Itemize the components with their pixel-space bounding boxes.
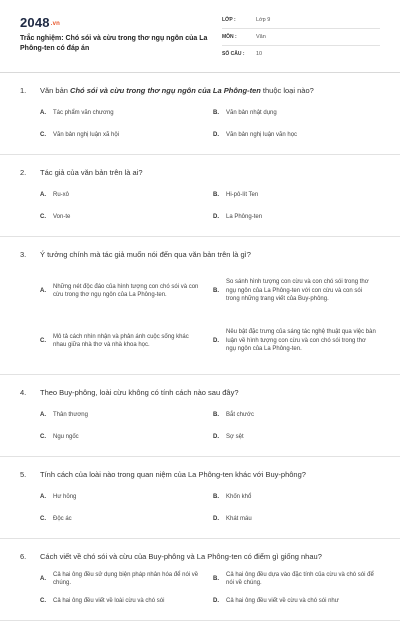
option-text: Khốn khổ <box>226 493 252 500</box>
question-5 <box>0 457 400 539</box>
option-letter: A. <box>40 411 46 418</box>
site-logo[interactable] <box>20 15 60 30</box>
meta-value: 10 <box>256 51 263 57</box>
option-text: Khát máu <box>226 515 252 522</box>
option-text: Ru-xô <box>53 191 70 198</box>
option-a[interactable] <box>40 266 207 316</box>
option-letter: B. <box>213 109 219 116</box>
option-text: Cả hai ông đều sử dụng biện pháp nhân hóa để nói về chúng. <box>53 571 199 586</box>
option-letter: B. <box>213 287 219 294</box>
meta-row-grade <box>222 12 380 29</box>
question-header <box>20 469 380 480</box>
answer-options <box>20 266 380 366</box>
meta-label: LỚP : <box>222 17 236 23</box>
option-letter: C. <box>40 597 46 604</box>
option-text: Văn bản nghị luận văn học <box>226 131 298 138</box>
meta-value: Lớp 9 <box>256 17 271 23</box>
option-text: Cả hai ông đều viết về cừu và chó sói như <box>226 597 339 604</box>
question-number: 2. <box>20 168 27 177</box>
option-d[interactable] <box>213 124 380 146</box>
option-text: Hi-pô-lít Ten <box>226 191 259 198</box>
option-c[interactable] <box>40 590 207 612</box>
option-letter: A. <box>40 575 46 582</box>
answer-options <box>20 404 380 448</box>
question-number: 3. <box>20 250 27 259</box>
question-header <box>20 249 380 260</box>
option-a[interactable] <box>40 102 207 124</box>
question-text-part: thuộc loại nào? <box>260 86 314 95</box>
option-letter: C. <box>40 213 46 220</box>
option-text: Cả hai ông đều viết về loài cừu và chó sói <box>53 597 165 604</box>
option-letter: B. <box>213 575 219 582</box>
option-text: Những nét độc đáo của hình tượng con chó sói và con cừu trong thơ ngụ ngôn của La Phông-ten. <box>53 283 199 298</box>
option-letter: D. <box>213 597 219 604</box>
page-title: Trắc nghiệm: Chó sói và cừu trong thơ ngụ ngôn của La Phông-ten có đáp án <box>20 35 208 52</box>
question-3 <box>0 237 400 375</box>
question-6 <box>0 539 400 621</box>
question-number: 5. <box>20 470 27 479</box>
option-letter: D. <box>213 433 219 440</box>
option-b[interactable] <box>213 266 380 316</box>
option-text: Ngu ngốc <box>53 433 79 440</box>
option-letter: B. <box>213 411 219 418</box>
option-letter: A. <box>40 493 46 500</box>
option-text: Von-te <box>53 213 71 220</box>
option-letter: C. <box>40 131 46 138</box>
question-text-part: Văn bản <box>40 86 71 95</box>
question-text <box>40 85 380 96</box>
option-text: Nêu bật đặc trưng của sáng tác nghệ thuật qua việc bàn luận về hình tượng con cừu và con chó sói trong thơ ngụ ngôn của La Phông-ten. <box>226 329 376 353</box>
option-c[interactable] <box>40 426 207 448</box>
question-header <box>20 85 380 96</box>
option-b[interactable] <box>213 184 380 206</box>
option-letter: C. <box>40 515 46 522</box>
option-letter: D. <box>213 515 219 522</box>
option-b[interactable] <box>213 404 380 426</box>
option-letter: B. <box>213 191 219 198</box>
option-text: Hư hỏng <box>53 493 77 500</box>
question-header <box>20 387 380 398</box>
answer-options <box>20 568 380 612</box>
answer-options <box>20 184 380 228</box>
option-c[interactable] <box>40 124 207 146</box>
option-d[interactable] <box>213 508 380 530</box>
option-text: Thân thương <box>53 411 88 418</box>
option-text: Cả hai ông đều dựa vào đặc tính của cừu và chó sói để nói về chúng. <box>226 571 374 586</box>
question-text: Theo Buy-phông, loài cừu không có tính cách nào sau đây? <box>40 388 239 397</box>
option-letter: B. <box>213 493 219 500</box>
option-c[interactable] <box>40 316 207 366</box>
question-header <box>20 551 380 562</box>
question-text: Ý tưởng chính mà tác giả muốn nói đến qua văn bản trên là gì? <box>40 250 251 259</box>
option-letter: C. <box>40 337 46 344</box>
option-d[interactable] <box>213 590 380 612</box>
option-letter: C. <box>40 433 46 440</box>
question-number: 4. <box>20 388 27 397</box>
option-d[interactable] <box>213 206 380 228</box>
option-text: Mô tả cách nhìn nhận và phản ánh cuộc sống khác nhau giữa nhà thơ và nhà khoa học. <box>53 333 189 348</box>
option-c[interactable] <box>40 508 207 530</box>
option-a[interactable] <box>40 184 207 206</box>
question-4 <box>0 375 400 457</box>
option-text: Sợ sệt <box>226 433 244 440</box>
question-2 <box>0 155 400 237</box>
logo-text: 2048 <box>20 15 50 30</box>
option-text: So sánh hình tượng con cừu và con chó sói trong thơ ngụ ngôn của La Phông-ten với con cừu và con sói trong những trang viết của Buy-phông. <box>226 279 369 303</box>
meta-label: MÔN : <box>222 34 237 40</box>
option-text: Văn bản nhật dụng <box>226 109 277 116</box>
answer-options <box>20 486 380 530</box>
option-c[interactable] <box>40 206 207 228</box>
option-text: La Phông-ten <box>226 213 263 220</box>
option-a[interactable] <box>40 486 207 508</box>
logo-suffix: .vn <box>50 21 61 27</box>
meta-row-subject <box>222 29 380 46</box>
option-d[interactable] <box>213 316 380 366</box>
question-number: 6. <box>20 552 27 561</box>
option-text: Độc ác <box>53 515 72 522</box>
meta-table <box>222 12 380 62</box>
option-text: Văn bản nghị luận xã hội <box>53 131 120 138</box>
option-b[interactable] <box>213 102 380 124</box>
question-text: Tác giả của văn bản trên là ai? <box>40 168 143 177</box>
option-b[interactable] <box>213 568 380 590</box>
page-header <box>0 0 400 73</box>
question-number: 1. <box>20 86 27 95</box>
question-text-emphasis: Chó sói và cừu trong thơ ngụ ngôn của La Phông-ten <box>70 86 261 95</box>
question-text: Tính cách của loài nào trong quan niệm của La Phông-ten khác với Buy-phông? <box>40 470 306 479</box>
option-letter: D. <box>213 213 219 220</box>
option-a[interactable] <box>40 568 207 590</box>
answer-options <box>20 102 380 146</box>
option-letter: D. <box>213 337 219 344</box>
option-letter: A. <box>40 109 46 116</box>
question-1 <box>0 73 400 155</box>
option-letter: D. <box>213 131 219 138</box>
option-a[interactable] <box>40 404 207 426</box>
option-letter: A. <box>40 191 46 198</box>
option-text: Tác phẩm văn chương <box>53 109 114 116</box>
option-letter: A. <box>40 287 46 294</box>
option-d[interactable] <box>213 426 380 448</box>
meta-row-count <box>222 46 380 62</box>
option-text: Bắt chước <box>226 411 254 418</box>
question-header <box>20 167 380 178</box>
meta-label: SỐ CÂU : <box>222 51 245 57</box>
question-text: Cách viết về chó sói và cừu của Buy-phông và La Phông-ten có điểm gì giống nhau? <box>40 552 322 561</box>
meta-value: Văn <box>256 34 266 40</box>
option-b[interactable] <box>213 486 380 508</box>
